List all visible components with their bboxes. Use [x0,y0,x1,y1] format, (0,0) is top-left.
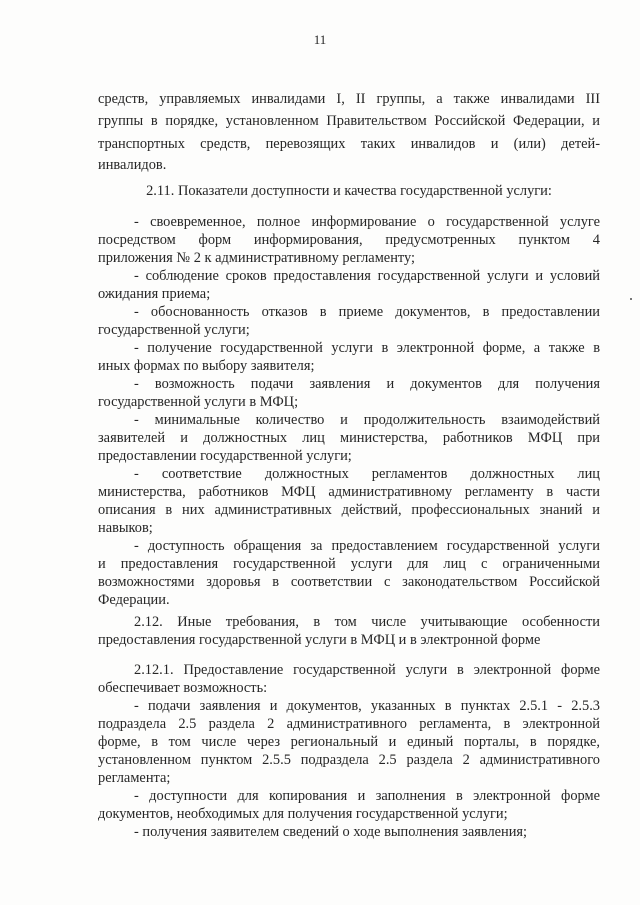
text-line: Федерации. [98,592,170,608]
text-line: подраздела 2.5 раздела 2 административного регламента, в электронной [98,716,600,732]
text-line: посредством форм информирования, предусмотренных пунктом 4 [98,232,600,248]
text-line: документов, необходимых для получения государственной услуги; [98,806,508,822]
text-line: - своевременное, полное информирование о государственной услуге [134,214,600,230]
section-heading: 2.11. Показатели доступности и качества государственной услуги: [146,183,552,199]
text-line: - соответствие должностных регламентов должностных лиц [134,466,600,482]
text-line: возможностями здоровья в соответствии с законодательством Российской [98,574,600,590]
text-line: - получение государственной услуги в электронной форме, а также в [134,340,600,356]
text-line: форме, в том числе через региональный и единый порталы, в порядке, [98,734,600,750]
text-line: - подачи заявления и документов, указанных в пунктах 2.5.1 - 2.5.3 [134,698,600,714]
text-line: министерства, работников МФЦ административному регламенту в части [98,484,600,500]
text-line: ожидания приема; [98,286,211,302]
text-line: группы в порядке, установленном Правительством Российской Федерации, и [98,113,600,129]
text-line: и предоставления государственной услуги для лиц с ограниченными [98,556,600,572]
text-line: - минимальные количество и продолжительность взаимодействий [134,412,600,428]
text-line: средств, управляемых инвалидами I, II группы, а также инвалидами III [98,91,600,107]
text-line: инвалидов. [98,157,167,173]
text-line: заявителей и должностных лиц министерства, работников МФЦ при [98,430,600,446]
text-line: - возможность подачи заявления и документов для получения [134,376,600,392]
text-line: государственной услуги; [98,322,250,338]
text-line: регламента; [98,770,171,786]
text-line: навыков; [98,520,153,536]
text-line: государственной услуги в МФЦ; [98,394,299,410]
text-line: - соблюдение сроков предоставления государственной услуги и условий [134,268,600,284]
text-line: предоставлении государственной услуги; [98,448,352,464]
text-line: иных формах по выбору заявителя; [98,358,315,374]
text-line: 2.12.1. Предоставление государственной услуги в электронной форме [134,662,600,678]
page-number: 11 [313,32,327,47]
text-line: описания в них административных действий, профессиональных знаний и [98,502,600,518]
text-line: - обоснованность отказов в приеме документов, в предоставлении [134,304,600,320]
text-line: установленном пунктом 2.5.5 подраздела 2.5 раздела 2 административного [98,752,600,768]
text-line: - доступности для копирования и заполнения в электронной форме [134,788,600,804]
text-line: приложения № 2 к административному регламенту; [98,250,415,266]
text-line: - доступность обращения за предоставлением государственной услуги [134,538,600,554]
text-line: предоставления государственной услуги в МФЦ и в электронной форме [98,632,541,648]
text-line: 2.12. Иные требования, в том числе учитывающие особенности [134,614,600,630]
text-line: транспортных средств, перевозящих таких инвалидов и (или) детей- [98,136,600,152]
scan-mark [630,298,632,300]
text-line: обеспечивает возможность: [98,680,268,696]
text-line: - получения заявителем сведений о ходе выполнения заявления; [134,824,528,840]
